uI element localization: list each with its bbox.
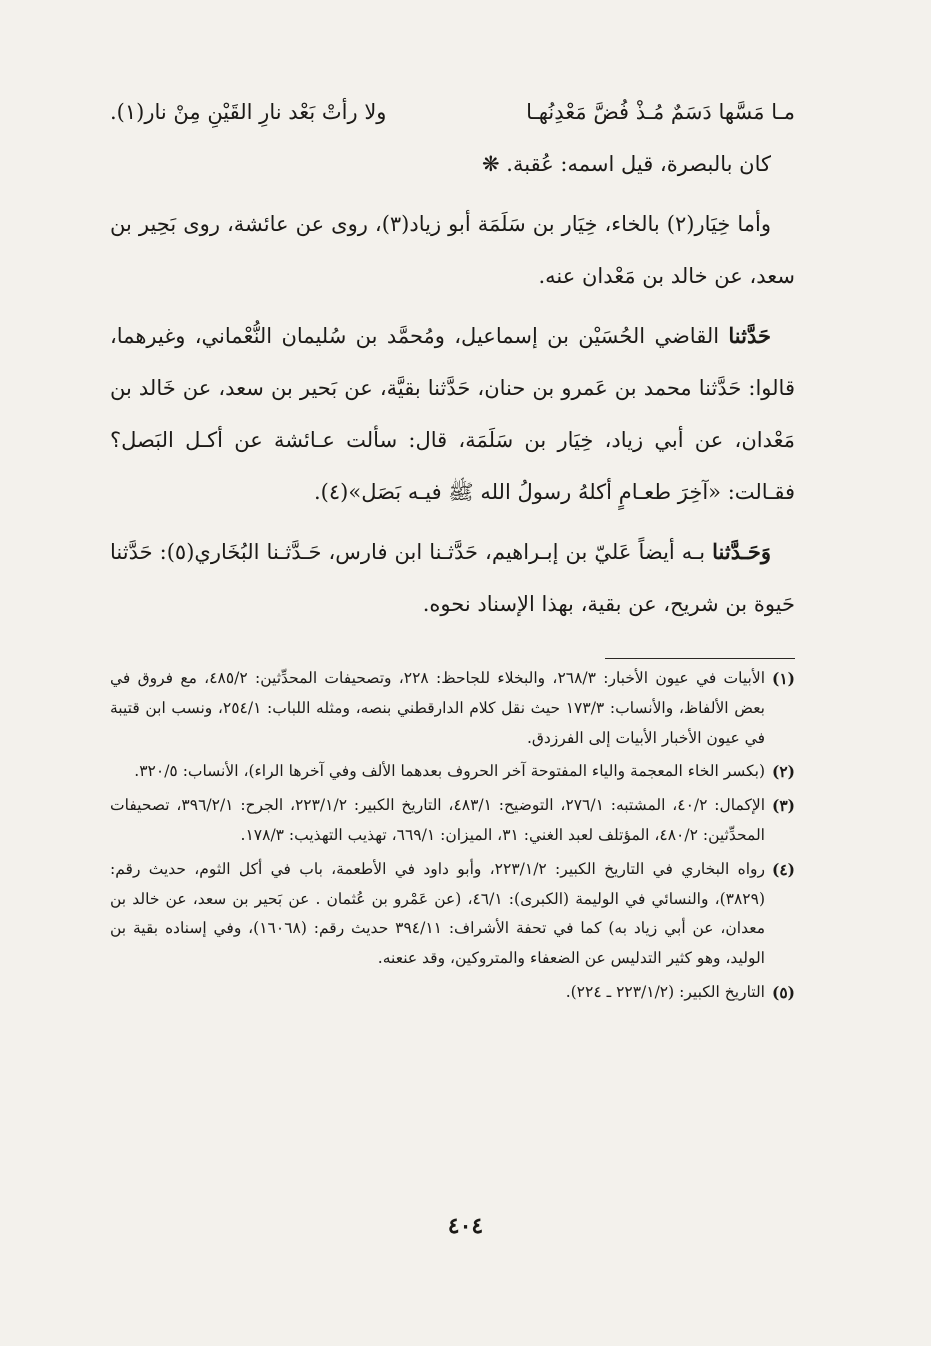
paragraph-lead: حَدَّثنا — [728, 323, 771, 348]
verse-first-hemistich: مـا مَسَّها دَسَمٌ مُـذْ فُضَّ مَعْدِنُهـا — [526, 100, 795, 124]
main-text — [110, 86, 795, 630]
paragraph — [110, 310, 795, 518]
footnote-number: (٥) — [771, 982, 795, 1002]
paragraph — [110, 526, 795, 630]
footnote — [110, 757, 795, 787]
footnote-text: (بكسر الخاء المعجمة والياء المفتوحة آخر الحروف بعدهما الألف وفي آخرها الراء)، الأنساب: ٣٢٠/٥. — [134, 762, 765, 781]
footnote-number: (٣) — [771, 796, 795, 816]
footnote-text: الإكمال: ٤٠/٢، المشتبه: ٢٧٦/١، التوضيح: ٤٨٣/١، التاريخ الكبير: ٢٢٣/١/٢، الجرح: ٣٩٦/٢/١، تصحيفات المحدِّثين: ٤٨٠/٢، المؤتلف لعبد الغني: ٣١، الميزان: ٦٦٩/١، تهذيب التهذيب: ١٧٨/٣. — [110, 796, 765, 844]
footnote — [110, 791, 795, 851]
paragraph-text: القاضي الحُسَيْن بن إسماعيل، ومُحمَّد بن سُليمان النُّعْماني، وغيرهما، قالوا: حَدَّثنا محمد بن عَمرو بن حنان، حَدَّثنا بقيَّة، عن بَحير بن سعد، عن خَالد بن مَعْدان، عن أبي زياد، خِيَار بن سَلَمَة، قال: سألت عـائشة عن أكـل البَصل؟ فقـالت: «آخِرَ طعـامٍ أكلهُ رسولُ الله ﷺ فيـه بَصَل»(٤). — [110, 324, 795, 504]
footnote-number: (٢) — [771, 762, 795, 782]
poetry-verse — [110, 86, 795, 138]
paragraph-lead: وَحَـدَّثنا — [712, 539, 772, 564]
footnote — [110, 664, 795, 753]
paragraph-text: كان بالبصرة، قيل اسمه: عُقبة. ❋ — [482, 152, 771, 176]
footnote-number: (٤) — [771, 859, 795, 879]
footnotes — [110, 664, 795, 1012]
paragraph-text: بـه أيضاً عَليّ بن إبـراهيم، حَدَّثـنا ابن فارس، حَـدَّثـنا البُخَاري(٥): حَدَّثنا حَيوة بن شريح، عن بقية، بهذا الإسناد نحوه. — [110, 540, 795, 616]
footnote-number: (١) — [771, 669, 795, 688]
footnote-divider — [605, 658, 795, 659]
paragraph — [110, 198, 795, 302]
paragraph-text: وأما خِيَار(٢) بالخاء، خِيَار بن سَلَمَة أبو زياد(٣)، روى عن عائشة، روى بَحِير بن سعد، عن خالد بن مَعْدان عنه. — [110, 212, 795, 288]
footnote-text: رواه البخاري في التاريخ الكبير: ٢٢٣/١/٢، وأبو داود في الأطعمة، باب في أكل الثوم، حديث رقم: (٣٨٢٩)، والنسائي في الوليمة (الكبرى): ٤٦/١، (عن عَمْرو بن عُثمان . عن بَحير بن سعد، عن خالد بن معدان، عن أبي زياد به) كما في تحفة الأشراف: ٣٩٤/١١ حديث رقم: (١٦٠٦٨)، وفي إسناده بقية بن الوليد، وهو كثير التدليس عن الضعفاء والمتروكين، وقد عنعنه. — [110, 859, 766, 968]
paragraph — [110, 138, 795, 190]
page-number: ٤٠٤ — [447, 1213, 484, 1239]
footnote — [110, 855, 795, 974]
footnote-text: الأبيات في عيون الأخبار: ٢٦٨/٣، والبخلاء للجاحظ: ٢٢٨، وتصحيفات المحدِّثين: ٤٨٥/٢، مع فروق في بعض الألفاظ، والأنساب: ١٧٣/٣ حيث نقل كلام الدارقطني بنصه، ومثله اللباب: ٢٥٤/١، ونسب ابن قتيبة في عيون الأخبار الأبيات إلى الفرزدق. — [110, 669, 766, 747]
footnote — [110, 978, 795, 1008]
footnote-text: التاريخ الكبير: (٢٢٣/١/٢ ـ ٢٢٤). — [565, 982, 765, 1001]
verse-second-hemistich: ولا رأتْ بَعْد نارِ القَيْنِ مِنْ نار(١). — [110, 100, 387, 124]
